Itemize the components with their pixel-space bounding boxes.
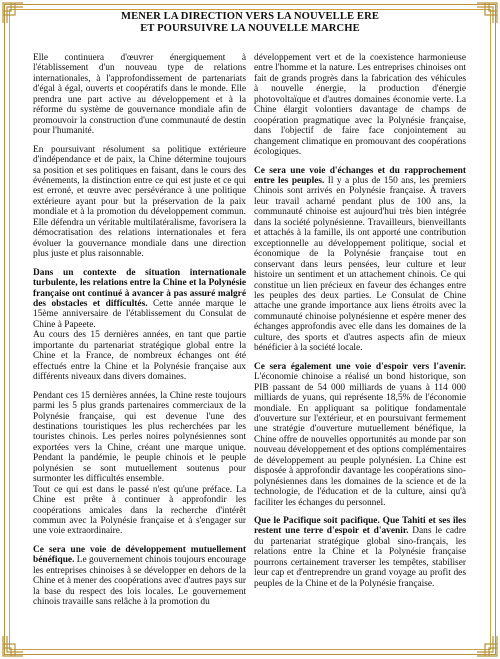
paragraph: Pendant ces 15 dernières années, la Chine reste toujours parmi les 5 plus grands partenaires commerciaux de la Polynésie française, qui est devenue l'une des destinations touristiques les plus recherchées par les touristes chinois. Les perles noires polynésiennes sont exportées vers la Chine, créant une marque unique. Pendant la pandémie, le peuple chinois et le peuple polynésien se sont mutuellement soutenus pour surmonter les difficultés ensemble. [33, 390, 246, 485]
corner-ornament-icon [476, 2, 498, 24]
paragraph-lead: Ce sera une voie d'échanges et du rapprochement entre les peuples. [254, 165, 466, 186]
left-column [33, 53, 246, 616]
corner-ornament-icon [2, 635, 24, 657]
paragraph: Que le Pacifique soit pacifique. Que Tahiti et ses îles restent une terre d'espoir et d'avenir. Dans le cadre du partenariat stratégique global sino-français, les relations entre la Chine et la Polynésie française pourrons certainement traverser les tempêtes, stabiliser leur cap et d'entreprendre un grand voyage au profit des peuples de la Chine et de la Polynésie française. [254, 516, 466, 589]
paragraph-lead: Dans un contexte de situation internationale turbulente, les relations entre la Chine et la Polynésie française ont continué à avancer à pas assuré malgré des obstacles et difficultés. [33, 267, 246, 309]
corner-ornament-icon [476, 635, 498, 657]
paragraph: En poursuivant résolument sa politique extérieure d'indépendance et de paix, la Chine détermine toujours sa position et ses politiques en faisant, dans le cours des événements, la distinction entre ce qui est juste et ce qui est erroné, et œuvre avec persévérance à une politique extérieure ayant pour but la préservation de la paix mondiale et à la promotion du développement commun. Elle défendra un véritable multilatéralisme, favorisera la démocratisation des relations internationales et fera évoluer la gouvernance mondiale dans une direction plus juste et plus raisonnable. [33, 144, 246, 260]
right-column [254, 53, 466, 597]
paragraph: Dans un contexte de situation internationale turbulente, les relations entre la Chine et la Polynésie française ont continué à avancer à pas assuré malgré des obstacles et difficultés. Cette année marque le 15ème anniversaire de l'établissement du Consulat de Chine à Papeete. [33, 267, 246, 330]
paragraph: Ce sera une voie de développement mutuellement bénéfique. Le gouvernement chinois toujours encourage les entreprises chinoises à se développer en dehors de la Chine et à mener des coopérations avec d'autres pays sur la base du respect des lois locales. Le gouvernement chinois travaille sans relâche à la promotion du [33, 544, 246, 608]
paragraph: Au cours des 15 dernières années, en tant que partie importante du partenariat stratégique global entre la Chine et la France, de nombreux échanges ont été effectués entre la Chine et la Polynésie française aux différents niveaux dans divers domaines. [33, 330, 246, 383]
title-line-1: MENER LA DIRECTION VERS LA NOUVELLE ERE [120, 11, 379, 22]
paragraph-lead: Ce sera également une voie d'espoir vers l'avenir. [254, 361, 466, 372]
page-title [40, 11, 460, 35]
paragraph-lead: Ce sera une voie de développement mutuellement bénéfique. [33, 544, 246, 566]
corner-ornament-icon [2, 2, 24, 24]
paragraph: Tout ce qui est dans le passé n'est qu'une préface. La Chine est prête à continuer à approfondir les coopérations amicales dans la recherche d'intérêt commun avec la Polynésie française et à s'engager sur une voie extraordinaire. [33, 484, 246, 537]
title-line-2: ET POURSUIVRE LA NOUVELLE MARCHE [140, 23, 360, 34]
paragraph-lead: Que le Pacifique soit pacifique. Que Tahiti et ses îles restent une terre d'espoir et d'avenir. [254, 516, 466, 537]
paragraph: développement vert et de la coexistence harmonieuse entre l'homme et la nature. Les entreprises chinoises ont fait de grands progrès dans la fabrication des véhicules à nouvelle énergie, la production d'énergie photovoltaïque et d'autres domaines économie verte. La Chine élargit volontiers davantage de champs de coopération pragmatique avec la Polynésie française, dans l'objectif de faire face conjointement au changement climatique en promouvant des coopérations écologiques. [254, 53, 466, 158]
paragraph: Ce sera également une voie d'espoir vers l'avenir. L'économie chinoise a réalisé un bond historique, son PIB passant de 54 000 milliards de yuans à 114 000 milliards de yuans, qui représente 18,5% de l'économie mondiale. En appliquant sa politique fondamentale d'ouverture sur l'extérieur, et en poursuivant fermement une stratégie d'ouverture mutuellement bénéfique, la Chine offre de nouvelles opportunités au monde par son nouveau développement et des options complémentaires de développement au peuple polynésien. La Chine est disposée à approfondir davantage les coopérations sino-polynésiennes dans les domaines de la science et de la technologie, de l'éducation et de la culture, ainsi qu'à faciliter les échanges du personnel. [254, 361, 466, 508]
paragraph: Elle continuera d'œuvrer énergiquement à l'établissement d'un nouveau type de relations internationales, à l'approfondissement de partenariats d'égal à égal, ouverts et coopératifs dans le monde. Elle prendra une part active au développement et à la réforme du système de gouvernance mondiale afin de promouvoir la construction d'une communauté de destin pour l'humanité. [33, 53, 246, 137]
paragraph: Ce sera une voie d'échanges et du rapprochement entre les peuples. Il y a plus de 150 ans, les premiers Chinois sont arrivés en Polynésie française. À travers leur travail acharné pendant plus de 100 ans, la communauté chinoise est aujourd'hui très bien intégrée dans la société polynésienne. Travailleurs, bienveillants et attachés à la famille, ils ont apporté une contribution exceptionnelle au développement politique, social et économique de la Polynésie française tout en conservant dans leurs pensées, leur culture et leur histoire un sentiment et un attachement chinois. Ce qui constitue un lien précieux en faveur des échanges entre les peuples des deux parties. Le Consulat de Chine attache une grande importance aux liens étroits avec la communauté chinoise polynésienne et espère mener des échanges approfondis avec elle dans les domaines de la culture, des sports et d'autres aspects afin de mieux bénéficier à la société locale. [254, 165, 466, 354]
